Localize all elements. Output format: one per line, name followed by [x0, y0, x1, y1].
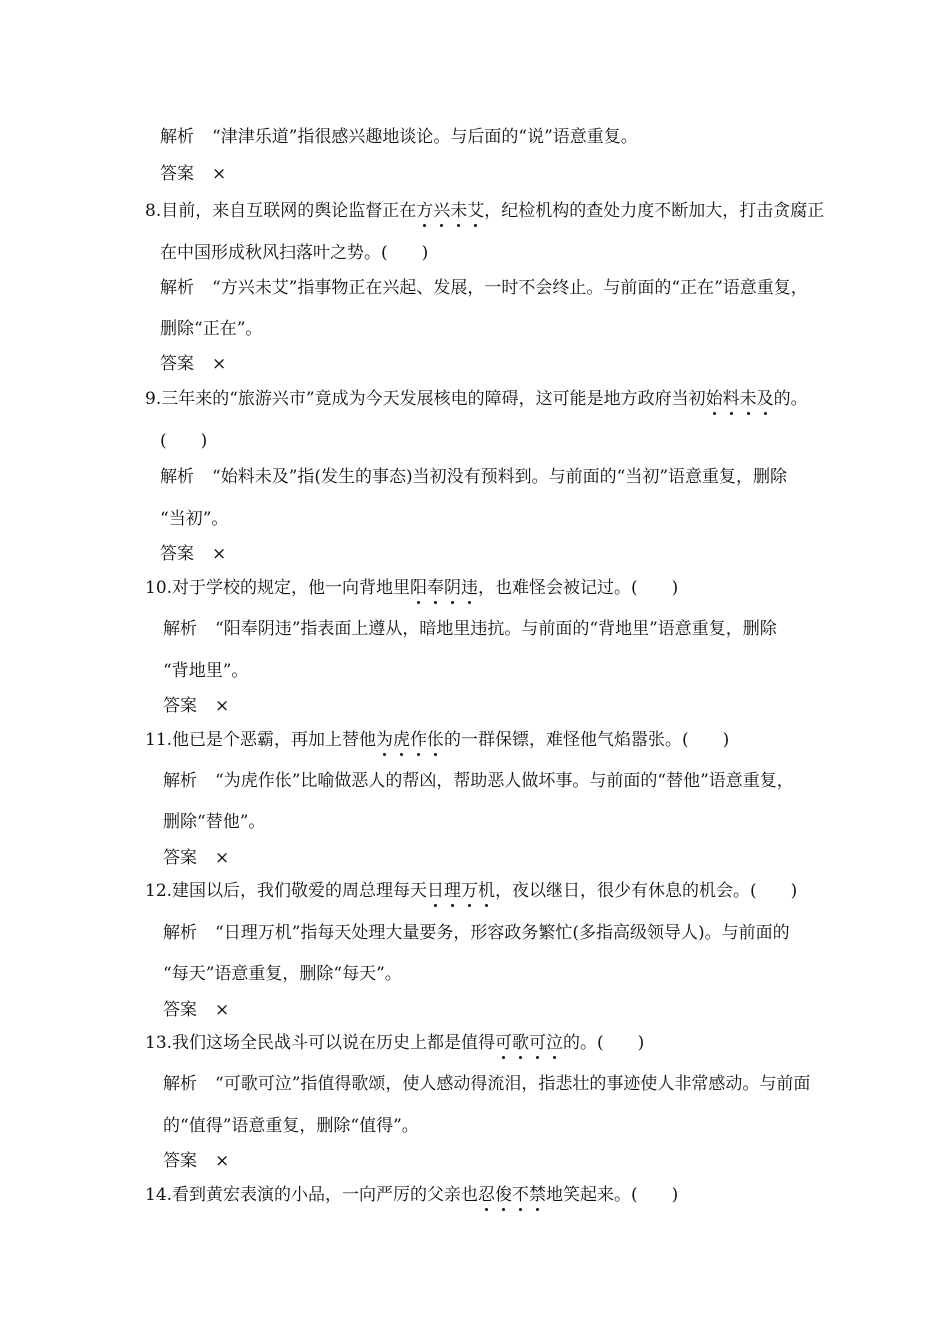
idiom-char: 禁: [529, 1185, 547, 1205]
answer-mark: ×: [212, 164, 227, 184]
answer-mark: ×: [215, 1151, 230, 1171]
answer-13: [163, 1150, 229, 1172]
idiom-char: 可: [529, 1033, 547, 1053]
idiom-char: 阳: [410, 578, 428, 598]
answer-mark: ×: [212, 544, 227, 564]
question-text: 地笑起来。( ): [546, 1185, 679, 1205]
question-11: [145, 729, 729, 751]
idiom-char: 为: [376, 730, 394, 750]
answer-label: 答案: [163, 1000, 197, 1020]
question-text: 的。: [773, 389, 808, 409]
analysis-text: “方兴未艾”指事物正在兴起、发展，一时不会终止。与前面的“正在”语意重复，: [212, 278, 808, 298]
analysis-label: 解析: [163, 1074, 197, 1094]
idiom-char: 料: [722, 389, 740, 409]
analysis-label: 解析: [163, 923, 197, 943]
analysis-label: 解析: [163, 619, 197, 639]
question-9: [145, 388, 808, 410]
analysis-text: “日理万机”指每天处理大量要务，形容政务繁忙(多指高级领导人)。与前面的: [215, 923, 790, 943]
idiom-char: 违: [461, 578, 479, 598]
answer-label: 答案: [160, 164, 194, 184]
question-number: 10.: [145, 578, 173, 598]
question-9-line2: ( ): [160, 431, 208, 451]
analysis-12-line2: “每天”语意重复，删除“每天”。: [163, 964, 402, 984]
answer-label: 答案: [163, 1151, 197, 1171]
analysis-text: “津津乐道”指很感兴趣地谈论。与后面的“说”语意重复。: [212, 127, 638, 147]
idiom-char: 艾: [467, 201, 485, 221]
idiom-char: 日: [427, 881, 445, 901]
question-text: 看到黄宏表演的小品，一向严厉的父亲也: [172, 1185, 479, 1205]
question-number: 12.: [145, 881, 173, 901]
analysis-8-line2: 删除“正在”。: [160, 319, 263, 339]
idiom-char: 阴: [444, 578, 462, 598]
question-text: ，纪检机构的查处力度不断加大，打击贪腐正: [484, 201, 825, 221]
question-number: 13.: [145, 1033, 173, 1053]
question-text: 对于学校的规定，他一向背地里: [172, 578, 411, 598]
question-text: 三年来的“旅游兴市”竟成为今天发展核电的障碍，这可能是地方政府当初: [161, 389, 706, 409]
question-text: 我们这场全民战斗可以说在历史上都是值得: [172, 1033, 496, 1053]
analysis-text: “始料未及”指(发生的事态)当初没有预料到。与前面的“当初”语意重复，删除: [212, 467, 788, 487]
analysis-9-line2: “当初”。: [160, 509, 229, 529]
analysis-13-line2: 的“值得”语意重复，删除“值得”。: [163, 1116, 419, 1136]
answer-10: [163, 695, 229, 717]
idiom-char: 虎: [393, 730, 411, 750]
idiom-char: 不: [512, 1185, 530, 1205]
question-text: ，也难怪会被记过。( ): [478, 578, 679, 598]
idiom-char: 俊: [495, 1185, 513, 1205]
answer-12: [163, 999, 229, 1021]
answer-mark: ×: [212, 354, 227, 374]
idiom-char: 机: [478, 881, 496, 901]
analysis-13: [163, 1073, 810, 1095]
question-8-line2: 在中国形成秋风扫落叶之势。( ): [160, 243, 429, 263]
question-text: ，夜以继日，很少有休息的机会。( ): [495, 881, 798, 901]
answer-label: 答案: [160, 544, 194, 564]
idiom-char: 始: [705, 389, 723, 409]
analysis-text: “为虎作伥”比喻做恶人的帮凶，帮助恶人做坏事。与前面的“替他”语意重复，: [215, 771, 794, 791]
idiom-char: 及: [756, 389, 774, 409]
idiom-char: 歌: [512, 1033, 530, 1053]
analysis-11: [163, 770, 794, 792]
idiom-char: 伥: [427, 730, 445, 750]
question-13: [145, 1032, 644, 1054]
answer-label: 答案: [163, 848, 197, 868]
question-text: 他已是个恶霸，再加上替他: [172, 730, 377, 750]
question-number: 8.: [145, 201, 162, 221]
idiom-char: 可: [495, 1033, 513, 1053]
idiom-char: 方: [416, 201, 434, 221]
analysis-text: “阳奉阴违”指表面上遵从，暗地里违抗。与前面的“背地里”语意重复，删除: [215, 619, 777, 639]
idiom-char: 理: [444, 881, 462, 901]
analysis-12: [163, 922, 790, 944]
question-14: [145, 1184, 678, 1206]
analysis-label: 解析: [160, 467, 194, 487]
analysis-8: [160, 277, 808, 299]
analysis-7: [160, 126, 638, 148]
question-text: 的一群保镖，难怪他气焰嚣张。( ): [444, 730, 730, 750]
analysis-10: [163, 618, 777, 640]
answer-7: [160, 163, 226, 185]
idiom-char: 奉: [427, 578, 445, 598]
question-12: [145, 880, 797, 902]
idiom-char: 未: [450, 201, 468, 221]
analysis-9: [160, 466, 787, 488]
analysis-10-line2: “背地里”。: [163, 661, 249, 681]
idiom-char: 作: [410, 730, 428, 750]
analysis-label: 解析: [160, 127, 194, 147]
question-10: [145, 577, 678, 599]
answer-label: 答案: [160, 354, 194, 374]
answer-mark: ×: [215, 696, 230, 716]
question-text: 的。( ): [563, 1033, 645, 1053]
answer-mark: ×: [215, 1000, 230, 1020]
idiom-char: 兴: [433, 201, 451, 221]
analysis-text: “可歌可泣”指值得歌颂，使人感动得流泪，指悲壮的事迹使人非常感动。与前面: [215, 1074, 811, 1094]
answer-11: [163, 847, 229, 869]
answer-mark: ×: [215, 848, 230, 868]
answer-label: 答案: [163, 696, 197, 716]
idiom-char: 忍: [478, 1185, 496, 1205]
question-text: 建国以后，我们敬爱的周总理每天: [172, 881, 428, 901]
question-8: [145, 200, 824, 222]
analysis-label: 解析: [163, 771, 197, 791]
question-number: 11.: [145, 730, 173, 750]
idiom-char: 未: [739, 389, 757, 409]
question-number: 14.: [145, 1185, 173, 1205]
answer-8: [160, 353, 226, 375]
answer-9: [160, 543, 226, 565]
analysis-label: 解析: [160, 278, 194, 298]
question-text: 目前，来自互联网的舆论监督正在: [161, 201, 417, 221]
analysis-11-line2: 删除“替他”。: [163, 812, 266, 832]
idiom-char: 泣: [546, 1033, 564, 1053]
idiom-char: 万: [461, 881, 479, 901]
question-number: 9.: [145, 389, 162, 409]
